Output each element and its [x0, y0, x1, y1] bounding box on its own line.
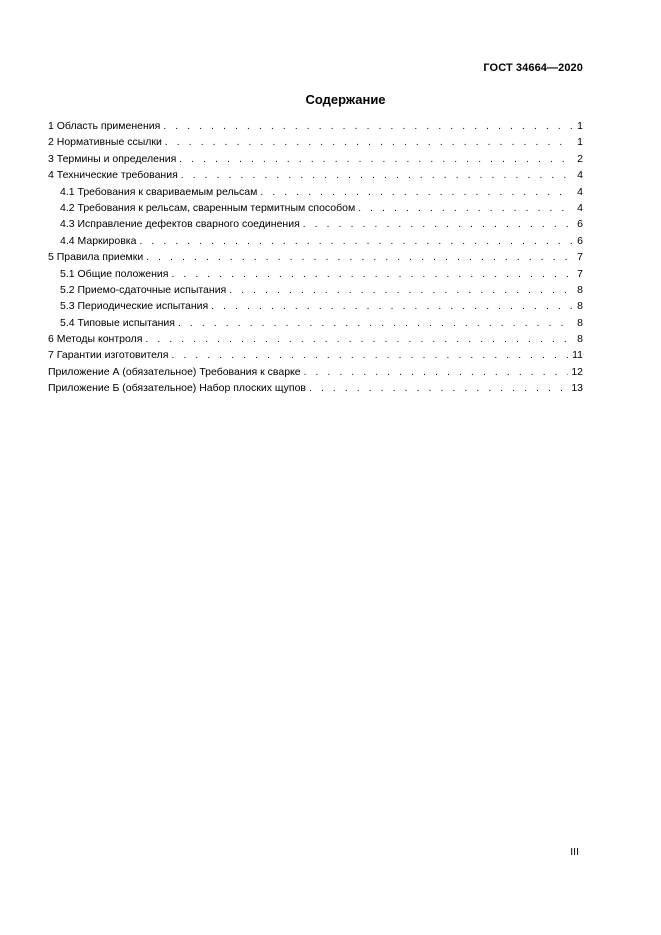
- toc-dot-leader: [146, 250, 572, 266]
- toc-entry[interactable]: [48, 134, 583, 150]
- toc-entry-text: 7 Гарантии изготовителя: [48, 349, 169, 362]
- toc-dot-leader: [229, 283, 572, 299]
- toc-dot-leader: [171, 348, 569, 364]
- toc-entry-page: 12: [571, 365, 583, 378]
- toc-entry-page: 4: [577, 169, 583, 182]
- toc-entry-page: 4: [577, 201, 583, 214]
- toc-subentry[interactable]: [48, 315, 583, 331]
- toc-entry-text: 4.1 Требования к свариваемым рельсам: [60, 185, 258, 198]
- toc-dot-leader: [165, 135, 572, 151]
- toc-subentry[interactable]: [48, 282, 583, 298]
- toc-entry-page: 11: [572, 349, 583, 362]
- toc-entry-text: 1 Область применения: [48, 120, 161, 132]
- toc-subentry[interactable]: [48, 266, 583, 282]
- toc-entry-page: 4: [577, 185, 583, 198]
- toc-dot-leader: [309, 381, 568, 397]
- toc-entry-text: 5 Правила приемки: [48, 251, 144, 264]
- toc-entry[interactable]: [48, 364, 583, 380]
- toc-dot-leader: [139, 234, 572, 250]
- toc-entry-page: 1: [577, 136, 583, 149]
- toc-dot-leader: [171, 267, 572, 283]
- toc-entry[interactable]: [48, 347, 583, 363]
- toc-entry-text: 6 Методы контроля: [48, 333, 143, 346]
- document-code: ГОСТ 34664—2020: [483, 62, 583, 74]
- toc-entry-text: 4.2 Требования к рельсам, сваренным термитным способом: [60, 201, 356, 214]
- toc-entry[interactable]: [48, 249, 583, 265]
- toc-subentry[interactable]: [48, 184, 583, 200]
- toc-entry-page: 13: [571, 382, 583, 395]
- toc-entry[interactable]: [48, 118, 583, 134]
- toc-entry-text: 3 Термины и определения: [48, 152, 177, 165]
- toc-entry-page: 2: [577, 152, 583, 165]
- toc-dot-leader: [145, 332, 572, 348]
- toc-dot-leader: [179, 152, 572, 168]
- toc-entry-page: 6: [577, 234, 583, 247]
- toc-subentry[interactable]: [48, 233, 583, 249]
- toc-entry[interactable]: [48, 380, 583, 396]
- toc-entry-text: 5.2 Приемо-сдаточные испытания: [60, 283, 227, 296]
- toc-entry-page: 6: [577, 218, 583, 231]
- toc-entry-text: 4.4 Маркировка: [60, 234, 137, 247]
- toc-dot-leader: [181, 168, 572, 184]
- toc-dot-leader: [178, 316, 572, 332]
- toc-dot-leader: [303, 217, 572, 233]
- toc-dot-leader: [358, 201, 572, 217]
- page-number: III: [570, 846, 579, 858]
- toc-entry-text: Приложение Б (обязательное) Набор плоских щупов: [48, 382, 306, 395]
- table-of-contents: [48, 118, 583, 397]
- toc-entry[interactable]: [48, 331, 583, 347]
- toc-subentry[interactable]: [48, 298, 583, 314]
- toc-entry-text: 5.3 Периодические испытания: [60, 300, 209, 313]
- toc-entry[interactable]: [48, 167, 583, 183]
- toc-entry-page: 1: [577, 120, 583, 132]
- toc-entry-text: 4.3 Исправление дефектов сварного соединения: [60, 218, 300, 231]
- toc-entry-text: 5.1 Общие положения: [60, 267, 169, 280]
- toc-subentry[interactable]: [48, 216, 583, 232]
- toc-title: Содержание: [305, 92, 386, 107]
- toc-entry-page: 8: [577, 283, 583, 296]
- toc-entry-page: 7: [577, 267, 583, 280]
- toc-dot-leader: [211, 299, 572, 315]
- toc-entry-text: 4 Технические требования: [48, 169, 178, 182]
- toc-entry-text: 2 Нормативные ссылки: [48, 136, 162, 149]
- toc-dot-leader: [304, 365, 569, 381]
- toc-entry-text: 5.4 Типовые испытания: [60, 316, 175, 329]
- toc-entry-page: 7: [577, 251, 583, 264]
- toc-entry-page: 8: [577, 300, 583, 313]
- toc-entry-page: 8: [577, 333, 583, 346]
- toc-entry-text: Приложение А (обязательное) Требования к сварке: [48, 365, 301, 378]
- toc-dot-leader: [163, 119, 572, 135]
- toc-entry-page: 8: [577, 316, 583, 329]
- toc-subentry[interactable]: [48, 200, 583, 216]
- toc-dot-leader: [260, 185, 572, 201]
- toc-entry[interactable]: [48, 151, 583, 167]
